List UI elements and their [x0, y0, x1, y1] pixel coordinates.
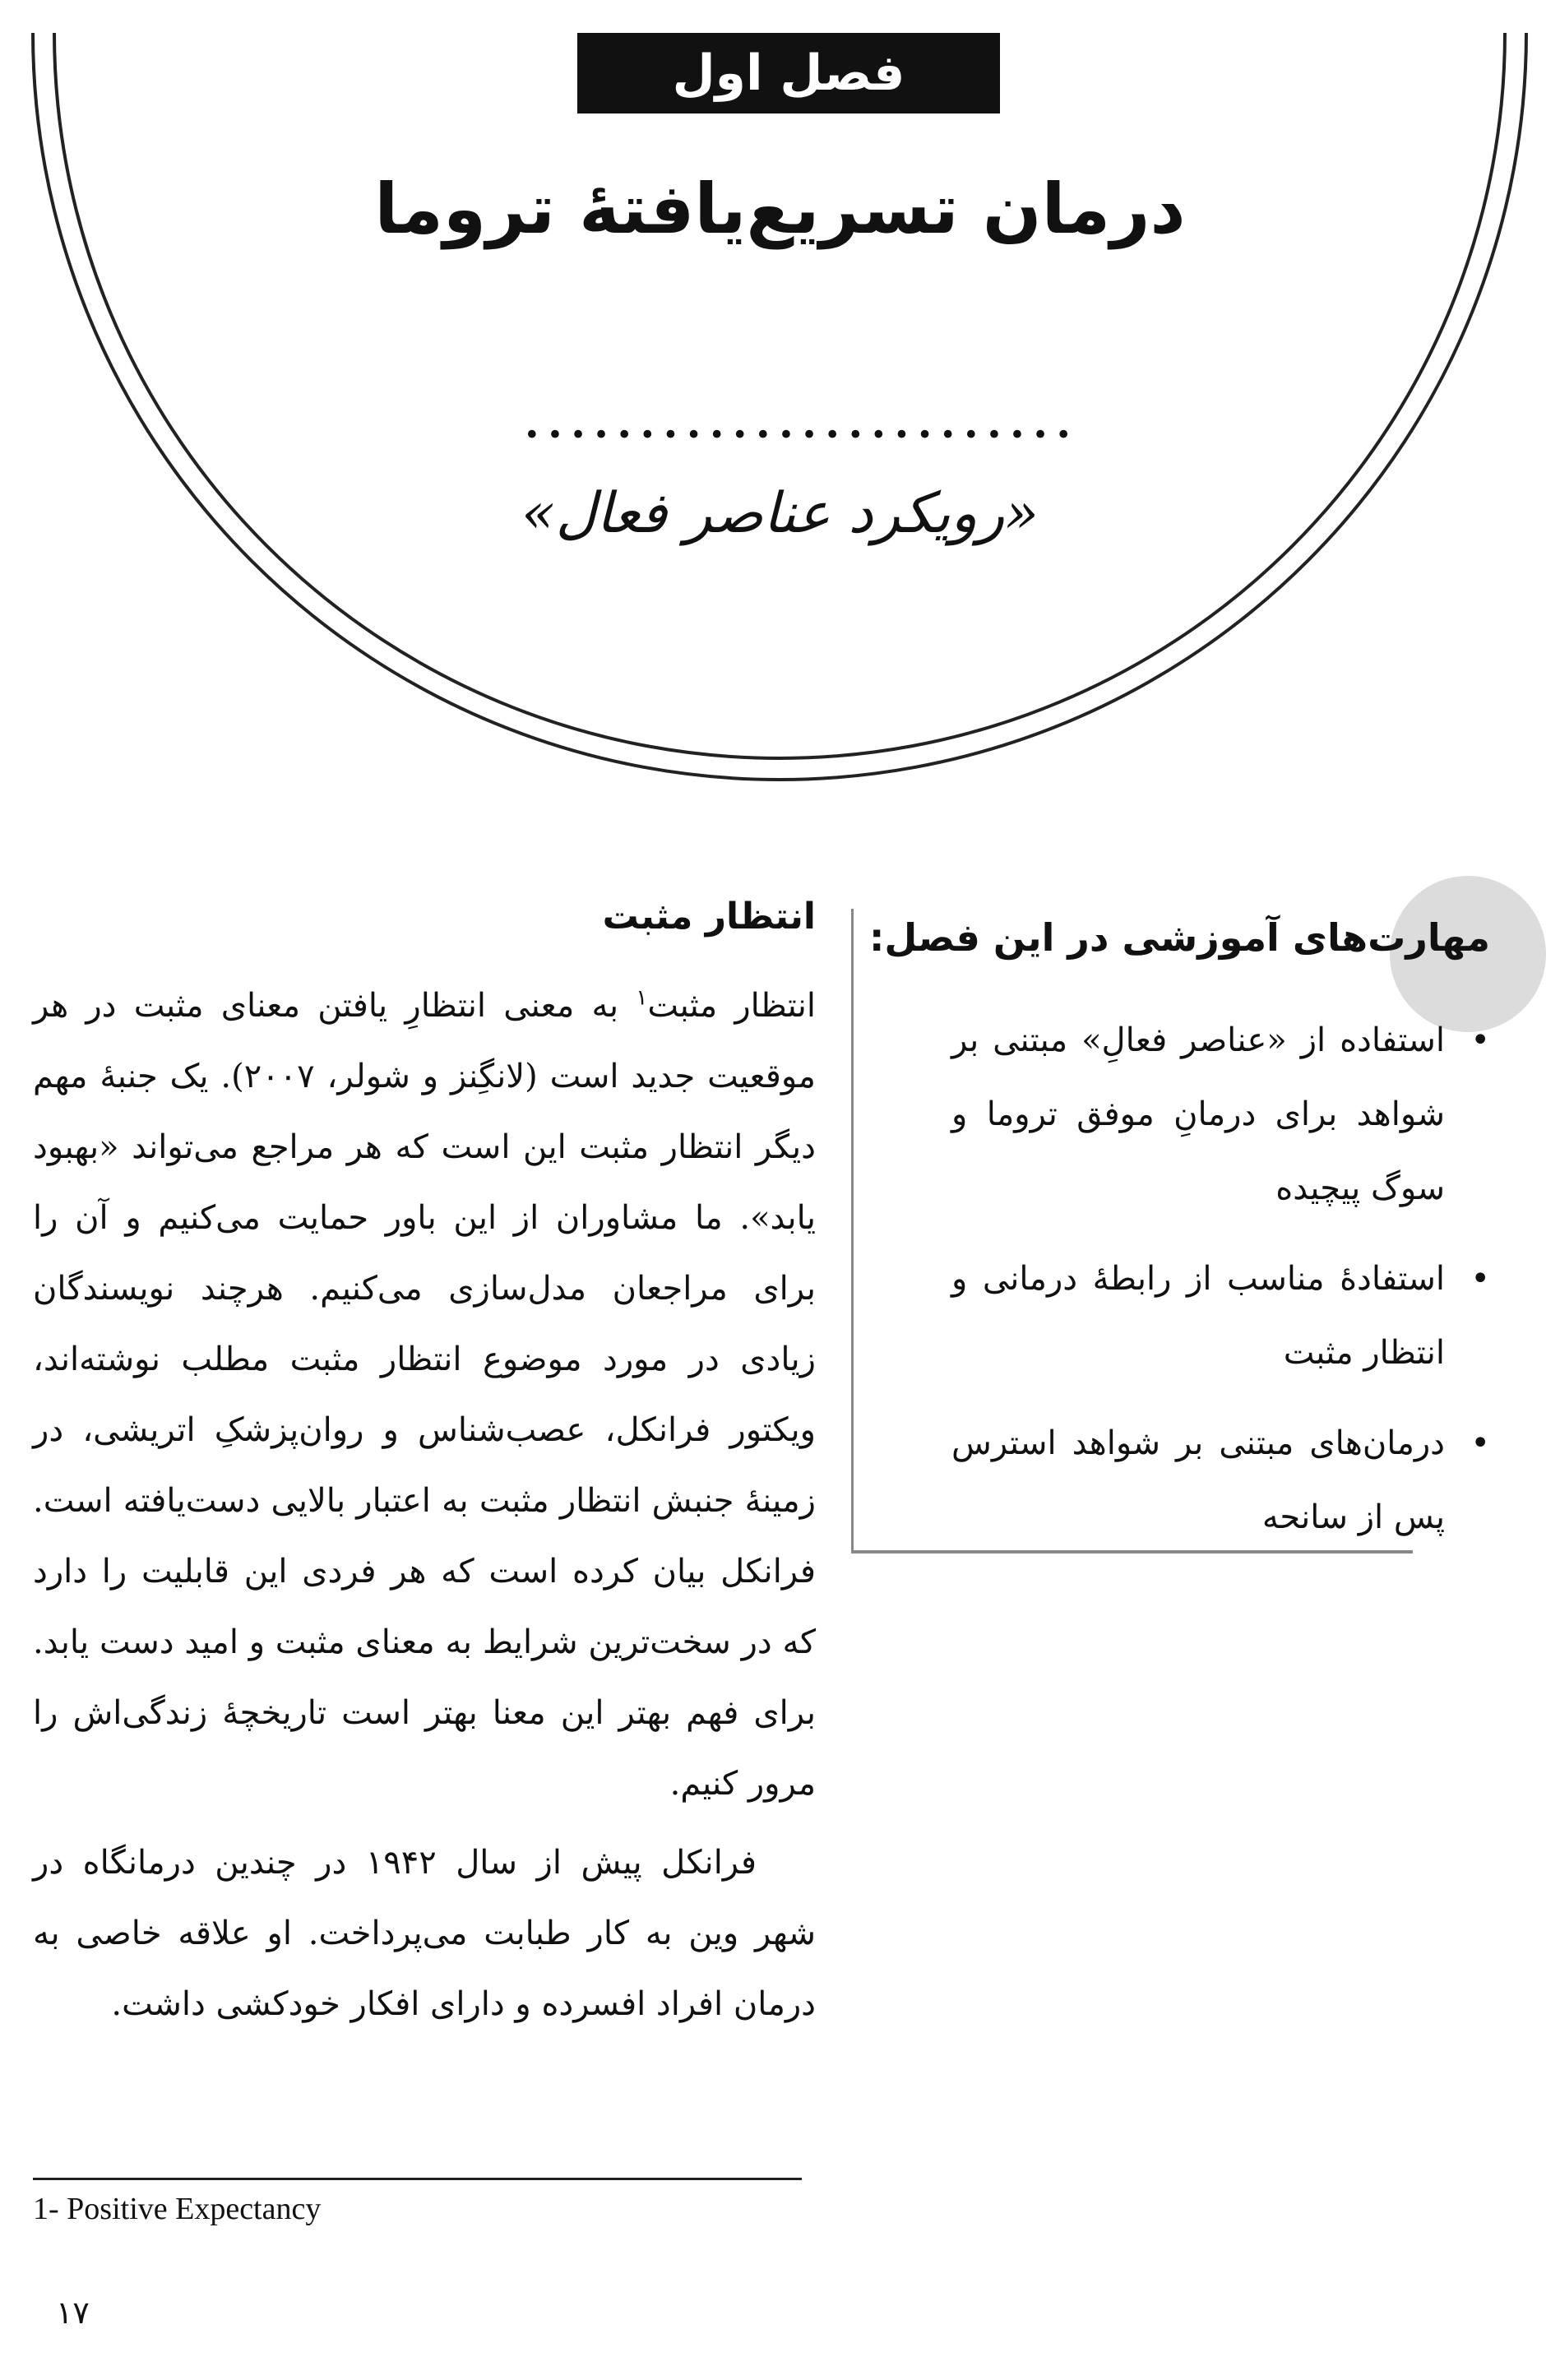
bullet-icon: •: [1470, 1424, 1490, 1462]
paragraph-1: [33, 970, 816, 1819]
bullet-icon: •: [1470, 1260, 1490, 1298]
page-number: ۱۷: [56, 2294, 90, 2331]
main-column: [33, 888, 816, 2040]
paragraph-2: فرانکل پیش از سال ۱۹۴۲ در چندین درمانگاه در شهر وین به کار طبابت می‌پرداخت. او علاقه خاصی به درمان افراد افسرده و دارای افکار خودکشی داشت.: [33, 1844, 817, 2023]
sidebar-title: مهارت‌های آموزشی در این فصل:: [869, 915, 1490, 960]
skills-list: [951, 1003, 1490, 1571]
skill-text: درمان‌های مبتنی بر شواهد استرس پس از سانحه: [951, 1424, 1445, 1536]
list-item: [951, 1242, 1490, 1390]
paragraph-1-rest: به معنی انتظارِ یافتن معنای مثبت در هر موقعیت جدید است (لانگِنز و شولر، ۲۰۰۷). یک جنبهٔ مهم دیگر انتظار مثبت این است که هر مراجع می‌تواند «بهبود یابد». ما مشاوران از این باور حمایت می‌کنیم و آن را برای مراجعان مدل‌سازی می‌کنیم. هرچند نویسندگان زیادی در مورد موضوع انتظار مثبت مطلب نوشته‌اند، ویکتور فرانکل، عصب‌شناس و روان‌پزشکِ اتریشی، در زمینهٔ جنبش انتظار مثبت به اعتبار بالایی دست‌یافته است. فرانکل بیان کرده است که هر فردی این قابلیت را دارد که در سخت‌ترین شرایط به معنای مثبت و امید دست یابد. برای فهم بهتر این معنا بهتر است تاریخچهٔ زندگی‌اش را مرور کنیم.: [33, 987, 817, 1803]
section-heading: انتظار مثبت: [602, 896, 816, 938]
paragraph-1-start: انتظار مثبت: [647, 987, 816, 1025]
dotted-divider: ........................: [524, 398, 1080, 448]
skill-text: استفادهٔ مناسب از رابطهٔ درمانی و انتظار مثبت: [951, 1260, 1445, 1372]
list-item: [951, 1003, 1490, 1225]
footnote-reference: ۱: [636, 985, 648, 1011]
list-item: [951, 1406, 1490, 1554]
bullet-icon: •: [1470, 1021, 1490, 1059]
chapter-title: درمان تسریع‌یافتهٔ تروما: [374, 169, 1186, 249]
footnote-divider: [33, 2178, 802, 2180]
inner-arc: [54, 33, 1505, 758]
footnote: 1- Positive Expectancy: [33, 2192, 322, 2226]
skill-text: استفاده از «عناصر فعالِ» مبتنی بر شواهد برای درمانِ موفق تروما و سوگ پیچیده: [951, 1021, 1445, 1207]
chapter-label: فصل اول: [577, 33, 1000, 113]
chapter-subtitle: «رویکرد عناصر فعال»: [521, 481, 1039, 546]
